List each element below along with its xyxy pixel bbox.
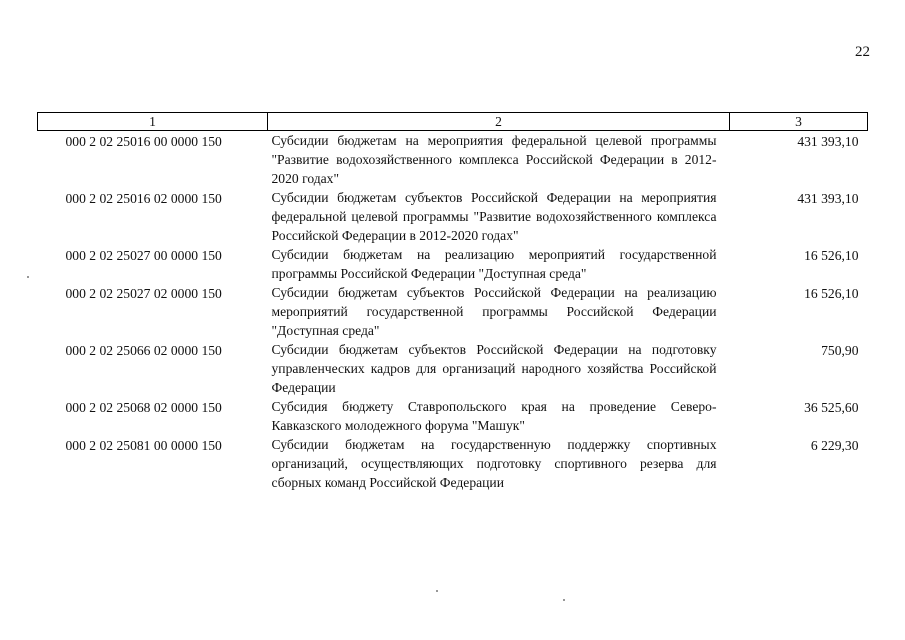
budget-amount: 36 525,60 [804, 400, 859, 415]
budget-description: Субсидии бюджетам субъектов Российской Федерации на подготовку управленческих кадров для организаций народного хозяйства Российской Федерации [271, 342, 717, 395]
budget-code: 000 2 02 25016 02 0000 150 [65, 191, 222, 206]
table-row [38, 245, 868, 283]
scan-speck [436, 590, 438, 592]
table-row [38, 283, 868, 340]
table-header-row [38, 113, 868, 131]
header-col-1: 1 [38, 113, 268, 131]
budget-description: Субсидии бюджетам субъектов Российской Федерации на мероприятия федеральной целевой программы "Развитие водохозяйственного комплекса Российской Федерации в 2012-2020 годах" [271, 190, 717, 243]
scan-speck [563, 599, 565, 601]
budget-description: Субсидия бюджету Ставропольского края на проведение Северо-Кавказского молодежного форума "Машук" [271, 399, 717, 433]
scan-speck [27, 276, 29, 278]
table-row [38, 340, 868, 397]
budget-code: 000 2 02 25027 00 0000 150 [65, 248, 222, 263]
budget-description: Субсидии бюджетам на мероприятия федеральной целевой программы "Развитие водохозяйственного комплекса Российской Федерации в 2012-2020 годах" [271, 133, 717, 186]
budget-amount: 431 393,10 [797, 134, 859, 149]
header-col-3: 3 [730, 113, 868, 131]
table-row [38, 397, 868, 435]
budget-code: 000 2 02 25081 00 0000 150 [65, 438, 222, 453]
budget-amount: 16 526,10 [804, 286, 859, 301]
page-number: 22 [855, 44, 870, 60]
budget-amount: 431 393,10 [797, 191, 859, 206]
budget-description: Субсидии бюджетам на государственную поддержку спортивных организаций, осуществляющих подготовку спортивного резерва для сборных команд Российской Федерации [271, 437, 717, 490]
budget-code: 000 2 02 25066 02 0000 150 [65, 343, 222, 358]
budget-description: Субсидии бюджетам на реализацию мероприятий государственной программы Российской Федерации "Доступная среда" [271, 247, 717, 281]
table-row [38, 188, 868, 245]
budget-amount: 16 526,10 [804, 248, 859, 263]
budget-code: 000 2 02 25027 02 0000 150 [65, 286, 222, 301]
budget-description: Субсидии бюджетам субъектов Российской Федерации на реализацию мероприятий государственной программы Российской Федерации "Доступная среда" [271, 285, 717, 338]
budget-code: 000 2 02 25016 00 0000 150 [65, 134, 222, 149]
header-col-2: 2 [268, 113, 730, 131]
budget-amount: 750,90 [821, 343, 859, 358]
table-row [38, 131, 868, 189]
budget-table [37, 112, 868, 492]
table-row [38, 435, 868, 492]
budget-amount: 6 229,30 [810, 438, 859, 453]
budget-code: 000 2 02 25068 02 0000 150 [65, 400, 222, 415]
